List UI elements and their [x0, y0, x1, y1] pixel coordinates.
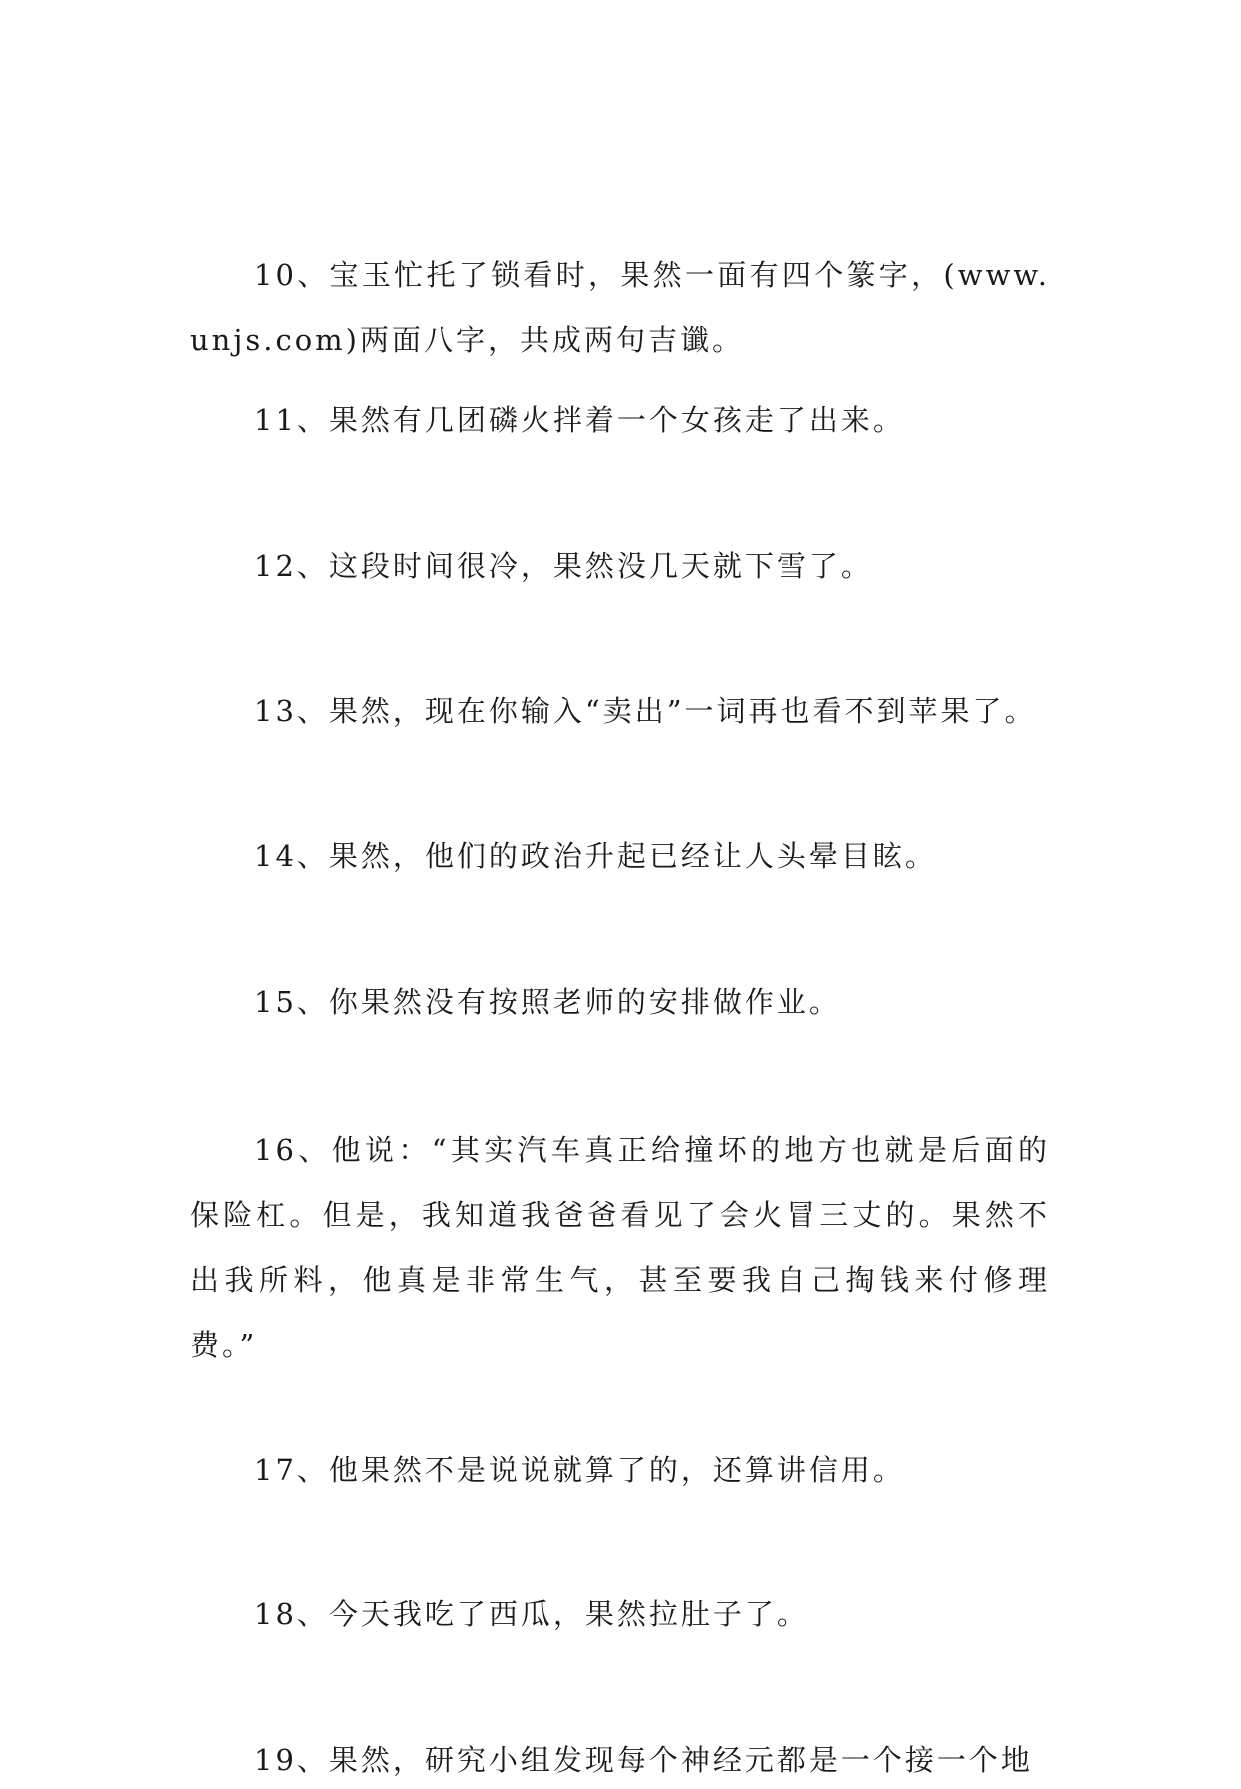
sentence-17: 17、他果然不是说说就算了的，还算讲信用。 — [254, 1453, 905, 1487]
sentence-13: 13、果然，现在你输入“卖出”一词再也看不到苹果了。 — [254, 694, 1037, 728]
sentence-12: 12、这段时间很冷，果然没几天就下雪了。 — [254, 549, 873, 583]
sentence-11: 11、果然有几团磷火拌着一个女孩走了出来。 — [254, 403, 905, 437]
sentence-19: 19、果然，研究小组发现每个神经元都是一个接一个地 — [254, 1743, 1033, 1777]
sentence-16: 16、他说：“其实汽车真正给撞坏的地方也就是后面的保险杠。但是，我知道我爸爸看见了会火冒三丈的。果然不出我所料，他真是非常生气，甚至要我自己掏钱来付修理费。” — [190, 1133, 1050, 1362]
sentence-18: 18、今天我吃了西瓜，果然拉肚子了。 — [254, 1597, 809, 1631]
sentence-14: 14、果然，他们的政治升起已经让人头晕目眩。 — [254, 839, 937, 873]
sentence-15: 15、你果然没有按照老师的安排做作业。 — [254, 985, 841, 1019]
sentence-10: 10、宝玉忙托了锁看时，果然一面有四个篆字，(www.unjs.com)两面八字，共成两句吉谶。 — [190, 258, 1050, 357]
